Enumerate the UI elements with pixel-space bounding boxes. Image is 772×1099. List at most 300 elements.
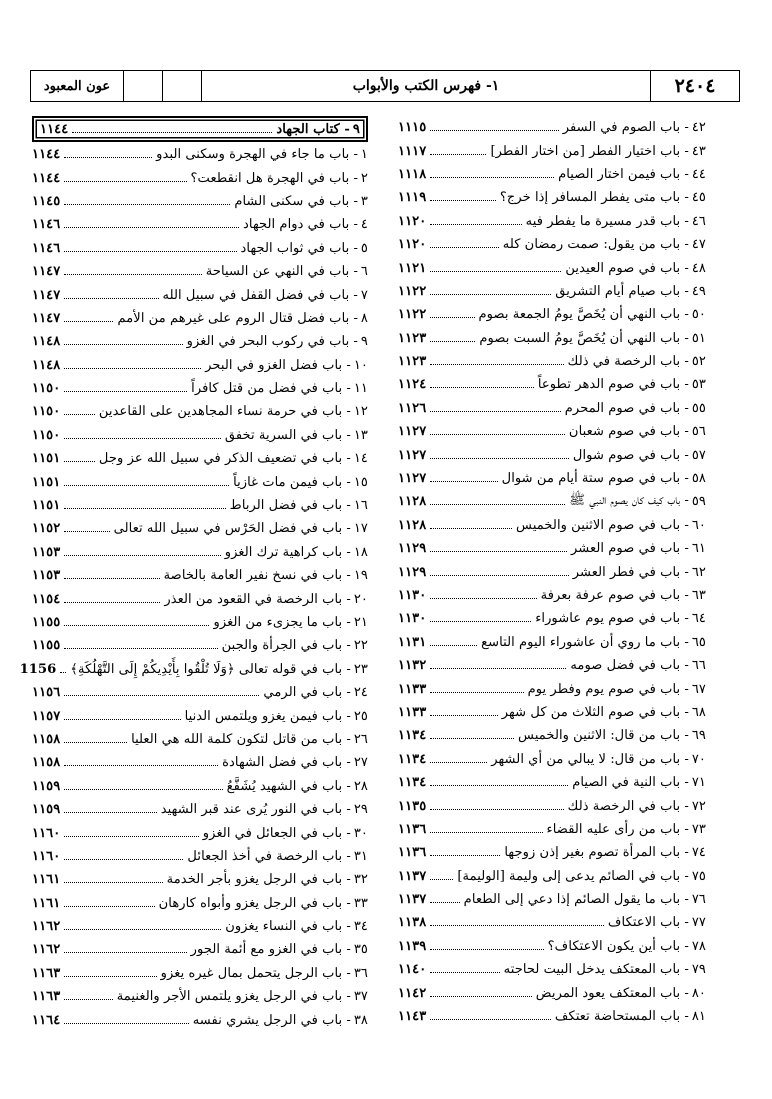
entry-title: - باب الرجل يتحمل بمال غيره يغزو <box>160 965 351 981</box>
index-entry <box>32 330 368 353</box>
entry-page: ١١٥٠ <box>32 381 61 397</box>
entry-number: ٧٥ <box>691 868 706 884</box>
index-entry <box>32 775 368 798</box>
entry-title: - باب فيمن يغزو ويلتمس الدنيا <box>184 708 351 724</box>
index-entry <box>398 350 706 373</box>
entry-title: - باب في فضل من قتل كافراً <box>191 381 351 397</box>
leader-dots <box>64 999 112 1000</box>
leader-dots <box>64 157 152 158</box>
leader-dots <box>430 247 498 248</box>
index-entry <box>398 420 706 443</box>
index-entry <box>398 818 706 841</box>
entry-number: ٣٣ <box>353 895 368 911</box>
entry-number: ٥٢ <box>691 354 706 370</box>
entry-page: ١١٣٠ <box>398 588 427 603</box>
index-entry <box>398 911 706 934</box>
entry-page: ١١٢٠ <box>398 213 427 229</box>
index-entry <box>398 958 706 981</box>
entry-number: ٢٣ <box>353 661 368 677</box>
entry-title: - باب ما يجزىء من الغزو <box>213 615 351 630</box>
entry-number: ٨٠ <box>691 985 706 1001</box>
leader-dots <box>64 836 198 837</box>
index-entry <box>398 701 706 724</box>
header-empty-cell <box>123 71 162 101</box>
leader-dots <box>64 251 236 252</box>
index-entry <box>32 470 368 493</box>
entry-page: ١١٢٨ <box>398 517 427 533</box>
entry-number: ٤٤ <box>691 166 706 182</box>
entry-page: ١١٢٣ <box>398 330 427 346</box>
leader-dots <box>64 555 220 556</box>
entry-page: ١١١٧ <box>398 143 427 159</box>
leader-dots <box>64 929 221 930</box>
leader-dots <box>430 692 523 693</box>
entry-number: ٤٦ <box>691 213 706 229</box>
entry-title: - باب الاعتكاف <box>607 915 689 931</box>
entry-page: ١١٦٠ <box>32 848 61 864</box>
entry-title: - باب في حرمة نساء المجاهدين على القاعدين <box>98 404 351 420</box>
entry-number: ٧١ <box>691 775 706 791</box>
entry-number: ٥٠ <box>691 307 706 323</box>
entry-number: ٧٨ <box>691 938 706 954</box>
entry-number: ٤٥ <box>691 190 706 206</box>
index-entry <box>398 654 706 677</box>
index-entry <box>32 143 368 166</box>
entry-number: ٦١ <box>691 541 706 557</box>
index-entry <box>32 1008 368 1031</box>
leader-dots <box>64 765 218 766</box>
leader-dots <box>64 181 186 182</box>
leader-dots <box>430 996 531 997</box>
entry-title: - باب قدر مسيرة ما يفطر فيه <box>525 213 689 229</box>
entry-number: ١٩ <box>353 568 368 584</box>
leader-dots <box>64 274 201 275</box>
entry-number: ٤٣ <box>691 143 706 159</box>
entry-number: ٢٤ <box>353 685 368 701</box>
chapter-heading <box>32 116 368 142</box>
entry-number: ٦ <box>360 264 368 280</box>
entry-page: ١١٢٢ <box>398 283 427 299</box>
entry-number: ٤٧ <box>691 237 706 253</box>
leader-dots <box>430 387 533 388</box>
entry-page: ١١٦٢ <box>32 942 61 958</box>
entry-number: ٧٢ <box>691 798 706 814</box>
index-entry <box>398 724 706 747</box>
leader-dots <box>60 672 66 673</box>
entry-page: ١١٤٦ <box>32 240 61 256</box>
entry-title: - باب من قال: الاثنين والخميس <box>518 728 689 744</box>
entry-number: ٣٠ <box>353 825 368 841</box>
entry-title: - باب النية في الصيام <box>572 775 689 791</box>
index-entry <box>398 210 706 233</box>
entry-page: ١١٦٣ <box>32 965 61 981</box>
entry-title: - باب صيام أيام التشريق <box>555 283 689 299</box>
entry-title: - باب في ثواب الجهاد <box>240 240 358 256</box>
leader-dots <box>430 645 477 646</box>
entry-page: ١١٣٢ <box>398 658 427 674</box>
entry-title: - باب المعتكف يدخل البيت لحاجته <box>503 962 689 978</box>
entry-number: ٧٧ <box>691 915 706 931</box>
chapter-title: - كتاب الجهاد <box>276 121 350 137</box>
entry-page: ١١٢٦ <box>398 400 427 416</box>
entry-page: ١١٣٩ <box>398 938 427 954</box>
entry-title: - باب في صوم شوال <box>572 447 689 463</box>
index-entry <box>398 116 706 139</box>
entry-title: - باب في السرية تخفق <box>224 427 351 443</box>
entry-title: - باب من قال: لا يبالي من أي الشهر <box>491 751 689 767</box>
entry-page: ١١٤٧ <box>32 264 61 280</box>
index-entry <box>32 517 368 540</box>
entry-number: ٦٠ <box>691 517 706 533</box>
index-entry <box>32 260 368 283</box>
entry-page: ١١٤٠ <box>398 962 427 978</box>
entry-number: ٢٨ <box>353 778 368 794</box>
entry-page: ١١٢٩ <box>398 564 427 580</box>
entry-title: - باب متى يفطر المسافر إذا خرج؟ <box>499 190 689 206</box>
entry-page: ١١٥٣ <box>32 568 61 584</box>
leader-dots <box>430 317 474 318</box>
index-entry <box>398 397 706 420</box>
entry-title: - باب كيف كان يصوم النبي ﷺ <box>569 493 689 509</box>
entry-title: - باب ما يقول الصائم إذا دعي إلى الطعام <box>463 892 689 908</box>
entry-title: - باب الرخصة في القعود من العذر <box>164 591 351 607</box>
running-header <box>30 70 740 102</box>
entry-page: ١١٥٢ <box>32 521 61 537</box>
index-entry <box>398 631 706 654</box>
index-entry <box>32 400 368 423</box>
leader-dots <box>64 531 109 532</box>
entry-title: - باب ما روي أن عاشوراء اليوم التاسع <box>481 634 689 650</box>
entry-title: - باب فضل الغزو في البحر <box>205 357 351 373</box>
entry-title: - باب فيمن اختار الصيام <box>558 166 689 182</box>
leader-dots <box>430 200 495 201</box>
leader-dots <box>64 461 95 462</box>
entry-number: ٧٦ <box>691 892 706 908</box>
entry-page: ١١٥١ <box>32 474 61 490</box>
entry-number: ٨ <box>360 310 368 326</box>
entry-number: ٣ <box>360 193 368 209</box>
entry-page: ١١٥٥ <box>32 615 61 630</box>
index-entry <box>398 771 706 794</box>
entry-page: ١١٥١ <box>32 451 61 467</box>
entry-page: ١١٤٢ <box>398 985 427 1001</box>
index-entry <box>398 1005 706 1028</box>
index-entry <box>32 237 368 260</box>
leader-dots <box>430 902 459 903</box>
index-entry <box>32 915 368 938</box>
entry-title: - باب ما جاء في الهجرة وسكنى البدو <box>156 147 358 163</box>
index-entry <box>32 985 368 1008</box>
leader-dots <box>430 762 487 763</box>
chapter-page: ١١٤٤ <box>40 121 69 137</box>
entry-title: - باب في النساء يغزون <box>225 919 351 935</box>
entry-page: ١١٤٤ <box>32 170 61 186</box>
index-entry <box>398 888 706 911</box>
index-entry <box>32 587 368 610</box>
entry-page: ١١٤٦ <box>32 217 61 233</box>
entry-number: ٥٩ <box>691 494 706 510</box>
leader-dots <box>64 695 259 696</box>
index-column-left <box>19 116 368 1052</box>
entry-page: ١١٥٨ <box>32 755 61 771</box>
index-entry <box>398 280 706 303</box>
entry-title: - باب في ركوب البحر في الغزو <box>186 334 358 350</box>
entry-page: ١١٥٠ <box>32 404 61 420</box>
index-entry <box>398 327 706 350</box>
leader-dots <box>430 364 563 365</box>
entry-title: - باب في دوام الجهاد <box>243 217 358 233</box>
leader-dots <box>430 668 566 669</box>
entry-number: ٥٣ <box>691 377 706 393</box>
entry-page: ١١٢٧ <box>398 424 427 440</box>
entry-number: ٢٩ <box>353 802 368 818</box>
entry-page: ١١١٨ <box>398 166 427 182</box>
entry-number: ٢ <box>360 170 368 186</box>
leader-dots <box>64 882 162 883</box>
leader-dots <box>430 949 543 950</box>
entry-number: ٣٥ <box>353 942 368 958</box>
index-column-right <box>398 116 706 1052</box>
leader-dots <box>64 298 158 299</box>
leader-dots <box>64 368 201 369</box>
entry-page: ١١٣٤ <box>398 775 427 791</box>
entry-page: ١١٤٨ <box>32 357 61 373</box>
index-entry <box>32 307 368 330</box>
entry-page: ١١٥٠ <box>32 427 61 443</box>
entry-title: - باب في صوم العيدين <box>565 260 689 276</box>
entry-page: ١١٣٤ <box>398 728 427 744</box>
entry-title: - باب في الصائم يدعى إلى وليمة [الوليمة] <box>457 868 689 884</box>
leader-dots <box>430 528 512 529</box>
entry-page: ١١٥٩ <box>32 802 61 818</box>
entry-number: ١٥ <box>353 474 368 490</box>
entry-page: ١١٣٧ <box>398 892 427 908</box>
index-entry <box>32 845 368 868</box>
leader-dots <box>64 602 160 603</box>
index-entry <box>398 841 706 864</box>
entry-title: - باب من قاتل لتكون كلمة الله هي العليا <box>131 731 351 747</box>
entry-number: ٧ <box>360 287 368 303</box>
entry-title: - باب في الجرأة والجبن <box>221 638 351 654</box>
entry-page: ١١٥٨ <box>32 731 61 747</box>
leader-dots <box>430 154 486 155</box>
index-entry <box>398 186 706 209</box>
index-entry <box>32 938 368 961</box>
index-entry <box>32 494 368 517</box>
index-entry <box>32 447 368 470</box>
leader-dots <box>430 972 499 973</box>
entry-page: ١١٣١ <box>398 634 427 650</box>
entry-number: ٥٦ <box>691 424 706 440</box>
leader-dots <box>72 132 272 133</box>
index-entry <box>398 981 706 1004</box>
index-entry <box>398 256 706 279</box>
index-entry <box>32 704 368 727</box>
entry-title: - باب في الرخصة ذلك <box>567 798 689 814</box>
entry-number: ١٣ <box>353 427 368 443</box>
entry-page: ١١٢١ <box>398 260 427 276</box>
leader-dots <box>64 742 127 743</box>
leader-dots <box>64 438 221 439</box>
entry-number: ٣٦ <box>353 965 368 981</box>
entry-number: ٢١ <box>353 615 368 630</box>
leader-dots <box>64 812 156 813</box>
book-name: عون المعبود <box>43 78 111 94</box>
entry-title: - باب في الرجل يشري نفسه <box>192 1012 351 1028</box>
entry-page: ١١٦٣ <box>32 989 61 1005</box>
entry-page: ١١٣٨ <box>398 915 427 931</box>
entry-number: ١ <box>360 147 368 163</box>
entry-number: ١٨ <box>353 544 368 560</box>
entry-page: ١١٥٧ <box>32 708 61 724</box>
index-entry <box>32 283 368 306</box>
entry-number: ١٤ <box>353 451 368 467</box>
entry-title: - باب في نسخ نفير العامة بالخاصة <box>163 568 351 584</box>
entry-number: ٢٧ <box>353 755 368 771</box>
entry-number: ٢٥ <box>353 708 368 724</box>
entry-title: - باب في الرمي <box>263 685 351 701</box>
entry-number: ٦٨ <box>691 704 706 720</box>
entry-number: ١٠ <box>353 357 368 373</box>
entry-page: ١١٣٠ <box>398 611 427 627</box>
entry-number: ٢٦ <box>353 731 368 747</box>
entry-number: ٩ <box>360 334 368 350</box>
entry-title: - باب في الهجرة هل انقطعت؟ <box>190 170 358 186</box>
entry-number: ٥ <box>360 240 368 256</box>
entry-title: - باب من يقول: صمت رمضان كله <box>502 237 689 253</box>
index-entry <box>32 377 368 400</box>
index-entry <box>32 213 368 236</box>
entry-number: ٨١ <box>691 1009 706 1025</box>
entry-page: ١١٣٣ <box>398 704 427 720</box>
index-entry <box>32 424 368 447</box>
index-entry <box>398 935 706 958</box>
index-entry <box>32 798 368 821</box>
entry-title: - باب في قوله تعالى ﴿وَلَا تُلْقُوا بِأَيْدِيكُمْ إِلَى التَّهْلُكَةِ﴾ <box>70 661 351 677</box>
page-number: ٢٤٠٤ <box>650 71 739 101</box>
entry-number: ٦٣ <box>691 588 706 603</box>
entry-title: - باب في فضل الرباط <box>229 498 351 514</box>
leader-dots <box>64 719 180 720</box>
entry-number: ٦٦ <box>691 658 706 674</box>
index-entry <box>32 868 368 891</box>
leader-dots <box>64 578 159 579</box>
entry-page: ١١٥١ <box>32 498 61 514</box>
index-entry <box>32 564 368 587</box>
entry-title: - باب في فضل الشهادة <box>222 755 351 771</box>
entry-page: ١١٦١ <box>32 872 61 888</box>
leader-dots <box>64 414 95 415</box>
entry-title: - باب النهي أن يُخَصَّ يومُ السبت بصوم <box>479 330 689 346</box>
entry-title: - باب المعتكف يعود المريض <box>535 985 689 1001</box>
index-entry <box>32 681 368 704</box>
entry-title: - باب النهي أن يُخَصَّ يومُ الجمعة بصوم <box>478 307 689 323</box>
leader-dots <box>430 879 453 880</box>
leader-dots <box>64 859 183 860</box>
leader-dots <box>430 481 497 482</box>
entry-title: - باب في النور يُرى عند قبر الشهيد <box>160 802 351 818</box>
index-entry <box>398 865 706 888</box>
entry-number: ٢٠ <box>353 591 368 607</box>
entry-page: ١١٥٦ <box>32 685 61 701</box>
entry-page: ١١١٥ <box>398 120 427 136</box>
index-entry <box>32 190 368 213</box>
entry-title: - باب في صوم الثلاث من كل شهر <box>501 704 689 720</box>
entry-number: ٧٣ <box>691 821 706 837</box>
entry-page: ١١٢٤ <box>398 377 427 393</box>
leader-dots <box>64 344 182 345</box>
index-entry <box>32 962 368 985</box>
leader-dots <box>64 952 186 953</box>
entry-title: - باب في الرجل يغزو وأبواه كارهان <box>158 895 351 911</box>
entry-title: - باب فيمن مات غازياً <box>233 474 351 490</box>
entry-title: - باب في فضل القفل في سبيل الله <box>162 287 358 303</box>
entry-title: - باب الرخصة في أخذ الجعائل <box>187 848 351 864</box>
index-entry <box>398 748 706 771</box>
leader-dots <box>430 832 542 833</box>
index-entry <box>398 467 706 490</box>
entry-title: - باب في صوم عرفة بعرفة <box>540 588 689 603</box>
entry-page: ١١٤٧ <box>32 310 61 326</box>
entry-number: ٧٠ <box>691 751 706 767</box>
entry-title: - باب الصوم في السفر <box>562 120 689 136</box>
entry-page: ١١٥٥ <box>32 638 61 654</box>
entry-title: - باب المستحاضة تعتكف <box>554 1009 689 1025</box>
leader-dots <box>430 785 568 786</box>
entry-number: ٣٨ <box>353 1012 368 1028</box>
leader-dots <box>64 508 225 509</box>
entry-page: ١١٣٣ <box>398 681 427 697</box>
entry-page: 1156 <box>19 661 57 677</box>
entry-title: - باب من رأى عليه القضاء <box>546 821 689 837</box>
leader-dots <box>64 321 113 322</box>
leader-dots <box>64 976 156 977</box>
leader-dots <box>430 738 514 739</box>
entry-number: ٣١ <box>353 848 368 864</box>
index-entry <box>398 514 706 537</box>
leader-dots <box>64 789 222 790</box>
entry-title: - باب في الرجل يغزو يلتمس الأجر والغنيمة <box>116 989 351 1005</box>
leader-dots <box>430 575 568 576</box>
entry-page: ١١٣٦ <box>398 845 427 861</box>
entry-page: ١١٢٣ <box>398 354 427 370</box>
entry-page: ١١٣٦ <box>398 821 427 837</box>
entry-title: - باب في صوم يوم وفطر يوم <box>527 681 689 697</box>
entry-number: ٤٨ <box>691 260 706 276</box>
leader-dots <box>430 130 558 131</box>
entry-number: ٣٢ <box>353 872 368 888</box>
entry-number: ٦٧ <box>691 681 706 697</box>
leader-dots <box>430 809 563 810</box>
index-entry <box>32 541 368 564</box>
entry-title: - باب المرأة تصوم بغير إذن زوجها <box>504 845 689 861</box>
entry-title: - باب في فضل الحَرْس في سبيل الله تعالى <box>113 521 351 537</box>
leader-dots <box>64 485 229 486</box>
entry-number: ٥٥ <box>691 400 706 416</box>
entry-number: ٣٤ <box>353 919 368 935</box>
index-entry <box>398 794 706 817</box>
entry-title: - باب في صوم يوم عاشوراء <box>535 611 689 627</box>
entry-page: ١١٥٤ <box>32 591 61 607</box>
entry-page: ١١٤٥ <box>32 193 61 209</box>
entry-title: - باب في صوم ستة أيام من شوال <box>501 471 689 487</box>
leader-dots <box>430 294 551 295</box>
entry-number: ٧٤ <box>691 845 706 861</box>
header-empty-cell <box>162 71 201 101</box>
entry-number: ٥٨ <box>691 471 706 487</box>
leader-dots <box>430 411 560 412</box>
entry-number: ٦٥ <box>691 634 706 650</box>
